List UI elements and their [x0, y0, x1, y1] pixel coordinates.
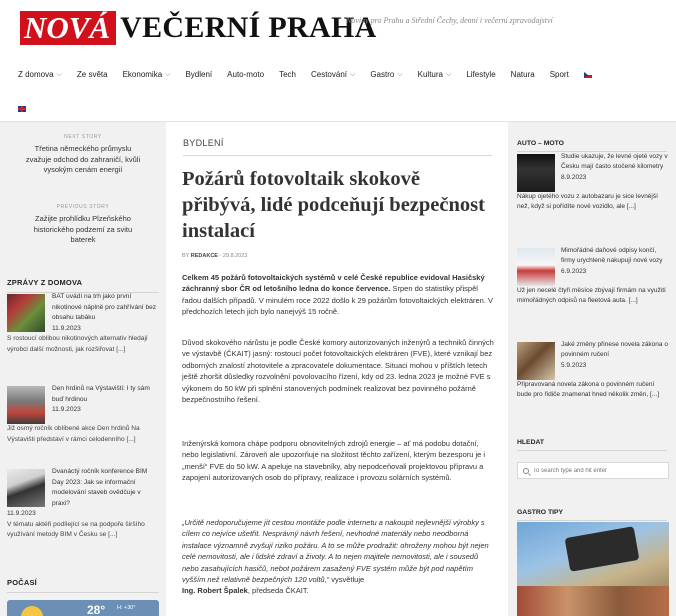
- news-date: 11.9.2023: [52, 406, 81, 413]
- search-icon: [523, 468, 529, 474]
- news-title[interactable]: Studie ukazuje, že levné ojeté vozy v Česku mají často stočené kilometry: [561, 153, 668, 171]
- article-quote: „Určitě nedoporučujeme jít cestou montáže podle internetu a nakoupit nejlevnější výrobky s cílem co nejvíce ušetřit. Nesprávný návrh řešení, nevhodné materiály nebo neodborná instalace významně zvyšují riziko požáru. A to se může prodražit: ohroženy mohou být nejen celé nemovitosti, ale i lidské zdraví a životy. A to nejen majitele nemovitosti, ale i sousedů nebo zasahujících hasičů, nebot požárem zasažený FVE systém může být pod napětím vyšším než relativně bezpečných 120 voltů,“: [182, 518, 489, 585]
- nav-item-natura[interactable]: [511, 70, 535, 79]
- section-title-hledat: HLEDAT: [517, 439, 667, 451]
- article-signature-tail: , předseda ČKAIT.: [247, 586, 309, 596]
- nav-item-ze-sveta[interactable]: [77, 70, 108, 79]
- article-author[interactable]: REDAKCE: [190, 253, 218, 259]
- news-excerpt: Již osmý ročník oblíbené akce Den hrdinů Na Výstavišti představí v rámci celodenního [...]: [7, 425, 140, 443]
- site-logo[interactable]: [20, 11, 377, 45]
- list-item: [517, 152, 670, 213]
- news-excerpt: Připravovaná novela zákona o povinném ručení bude pro řidiče znamenat hned několik změn, [...]: [517, 381, 659, 399]
- news-date: 11.9.2023: [7, 510, 36, 517]
- news-thumbnail[interactable]: [7, 469, 45, 507]
- news-title[interactable]: BAT uvádí na trh jako první nikotinové náplně pro zahřívání bez obsahu tabáku: [52, 293, 157, 321]
- meta-by: BY: [182, 253, 190, 259]
- section-title-gastro-tipy: GASTRO TIPY: [517, 509, 667, 521]
- nav-item-kultura[interactable]: [418, 70, 452, 79]
- section-title-zpravy-z-domova: ZPRÁVY Z DOMOVA: [7, 278, 159, 293]
- article-date: - 29.8.2023: [219, 253, 248, 259]
- list-item: [517, 246, 670, 307]
- news-date: 8.9.2023: [561, 173, 587, 181]
- next-story-label: NEXT STORY: [64, 134, 102, 140]
- nav-label: Natura: [510, 70, 535, 79]
- article-category[interactable]: BYDLENÍ: [183, 138, 224, 148]
- article-title: Požárů fotovoltaik skokově přibývá, lidé podceňují bezpečnost instalací: [182, 168, 485, 242]
- news-excerpt: Už jen necelé čtyři měsíce zbývají firmám na využití mimořádných odpisů na fleetová auta. [...]: [517, 287, 666, 305]
- logo-nova: NOVÁ: [20, 11, 116, 45]
- nav-label: Bydlení: [185, 70, 213, 79]
- article-signature: Ing. Robert Špalek: [182, 586, 248, 596]
- nav-item-sport[interactable]: [550, 70, 569, 79]
- nav-label: Lifestyle: [466, 70, 496, 79]
- nav-label: Cestování: [310, 70, 347, 79]
- chevron-down-icon: ⌵: [165, 70, 171, 78]
- search-input[interactable]: [533, 468, 663, 474]
- nav-label: Tech: [279, 70, 296, 79]
- chevron-down-icon: ⌵: [350, 70, 356, 78]
- previous-story-title[interactable]: Zažijte prohlídku Plzeňského historického podzemí za svitu baterek: [33, 214, 133, 244]
- list-item: [7, 467, 159, 541]
- nav-label: Ze světa: [76, 70, 108, 79]
- left-sidebar: [0, 122, 166, 616]
- previous-story-label: PREVIOUS STORY: [56, 204, 110, 210]
- nav-label: Auto-moto: [227, 70, 265, 79]
- article-lead-paragraph: [182, 272, 494, 318]
- section-title-pocasi: POČASÍ: [7, 578, 159, 593]
- article-p3: Inženýrská komora chápe podporu obnovitelných zdrojů energie – ať má podobu dotační, nebo legislativní. Zároveň ale upozorňuje na složitost těchto zařízení, kterým bezesporu je i „menší“ FVE do 50 kW. A apeluje na stavebníky, aby nepodceňovali projektovou přípravu a zapojení autorizovaných osob do přípravy, realizace i provozu solárních systémů.: [182, 439, 486, 483]
- news-date: 5.9.2023: [561, 361, 587, 369]
- nav-label: Kultura: [417, 70, 443, 79]
- list-item: [7, 292, 159, 355]
- news-excerpt: V tématu aktéři podílející se na podpoře širšího využívání metody BIM v Česku se [...]: [7, 520, 145, 538]
- news-date: 6.9.2023: [561, 267, 587, 275]
- category-divider: [183, 155, 492, 156]
- uk-flag-icon: [18, 106, 26, 112]
- news-title[interactable]: Dvanáctý ročník konference BIM Day 2023: Jak se informační modelování staveb ovědčuje v praxi?: [52, 468, 148, 507]
- news-title[interactable]: Mimořádné daňové odpisy končí, firmy urychleně nakupují nové vozy: [561, 247, 663, 265]
- news-thumbnail[interactable]: [7, 386, 45, 424]
- nav-item-cestovani[interactable]: [311, 70, 355, 79]
- gastro-image-object: [565, 526, 640, 572]
- news-date: 11.9.2023: [52, 324, 81, 332]
- site-tagline: Noviny pro Prahu a Střední Čechy, denní i večerní zpravodajství: [346, 16, 553, 25]
- next-story[interactable]: [0, 134, 166, 176]
- article-p2: Důvod skokového nárůstu je podle České komory autorizovaných inženýrů a techniků činných ve výstavbě (ČKAIT) jasný: rostoucí počet fotovoltaických elektráren (FVE), které vznikají bez odborných znalostí zhotovitele a zpracovatele dokumentace. Situaci mohou v příštích letech ještě zhoršit důsledky rozvolnění povolovacího řízení, kdy od 23. ledna 2023 je možné FVE s výkonem do 50 kW při splnění stanovených podmínek realizovat bez povinného požárně bezpečnostního řešení.: [182, 338, 494, 405]
- right-sidebar: [508, 122, 676, 616]
- site-header: [0, 0, 676, 118]
- logo-vecerni-praha: VEČERNÍ PRAHA: [120, 11, 377, 44]
- nav-item-tech[interactable]: [279, 70, 296, 79]
- nav-item-z-domova[interactable]: [18, 70, 62, 79]
- language-english-flag-icon[interactable]: [18, 99, 26, 117]
- chevron-down-icon: ⌵: [397, 70, 403, 78]
- news-title[interactable]: Den hrdinů na Výstavišti: I ty sám buď hrdinou: [52, 385, 150, 403]
- news-excerpt: S rostoucí oblibou nikotinových alternativ hledají výrobci další možnosti, jak rozšiřovat [...]: [7, 335, 148, 353]
- search-box: [517, 462, 669, 479]
- next-story-title[interactable]: Třetina německého průmyslu zvažuje odchod do zahraničí, kvůli vysokým cenám energií: [25, 144, 141, 174]
- news-thumbnail[interactable]: [7, 294, 45, 332]
- article-lead-rest: Srpen do statistiky přispěl řadou dalších případů. V minulém roce 2022 došlo k 29 požárům fotovoltaických elektráren. V předchozích letech jich bylo nanejvýš 15 ročně.: [182, 284, 494, 317]
- nav-item-bydleni[interactable]: [185, 70, 212, 79]
- weather-temperature: 28°: [87, 603, 106, 616]
- article-lead: Celkem 45 požárů fotovoltaických systémů v celé České republice evidoval Hasičský záchranný sbor ČR od letošního ledna do konce července.: [182, 273, 485, 294]
- nav-item-lifestyle[interactable]: [466, 70, 495, 79]
- news-thumbnail[interactable]: [517, 154, 555, 192]
- article-quote-tail: vysvětluje: [329, 575, 365, 585]
- language-czech-flag-icon[interactable]: [584, 72, 592, 78]
- nav-label: Z domova: [18, 70, 54, 79]
- nav-item-ekonomika[interactable]: [123, 70, 171, 79]
- czech-flag-icon: [584, 72, 592, 78]
- chevron-down-icon: ⌵: [446, 70, 452, 78]
- weather-high: H: +30°: [117, 605, 136, 611]
- list-item: [517, 340, 670, 401]
- nav-label: Gastro: [370, 70, 395, 79]
- gastro-tip-image[interactable]: [517, 522, 669, 616]
- news-title[interactable]: Jaké změny přinese novela zákona o povinném ručení: [561, 341, 668, 359]
- section-title-auto-moto: AUTO – MOTO: [517, 140, 667, 152]
- article-quote-paragraph: [182, 517, 494, 597]
- previous-story[interactable]: [0, 204, 166, 246]
- nav-item-auto-moto[interactable]: [227, 70, 264, 79]
- news-thumbnail[interactable]: [517, 342, 555, 380]
- article-meta: [182, 253, 247, 259]
- chevron-down-icon: ⌵: [56, 70, 62, 78]
- news-excerpt: Nákup ojetého vozu z autobazaru je sice levnější než, když si pořídíte nové vozidlo, ale [...]: [517, 193, 658, 211]
- gastro-image-roofs: [517, 586, 669, 616]
- article: [166, 122, 508, 616]
- list-item: [7, 384, 159, 445]
- article-paragraph-3: [182, 438, 494, 484]
- news-thumbnail[interactable]: [517, 248, 555, 286]
- sun-icon: [21, 606, 43, 616]
- nav-label: Sport: [549, 70, 569, 79]
- nav-label: Ekonomika: [122, 70, 163, 79]
- nav-item-gastro[interactable]: [370, 70, 402, 79]
- main-nav: [18, 70, 607, 79]
- article-paragraph-2: [182, 337, 494, 405]
- weather-widget: [7, 600, 159, 616]
